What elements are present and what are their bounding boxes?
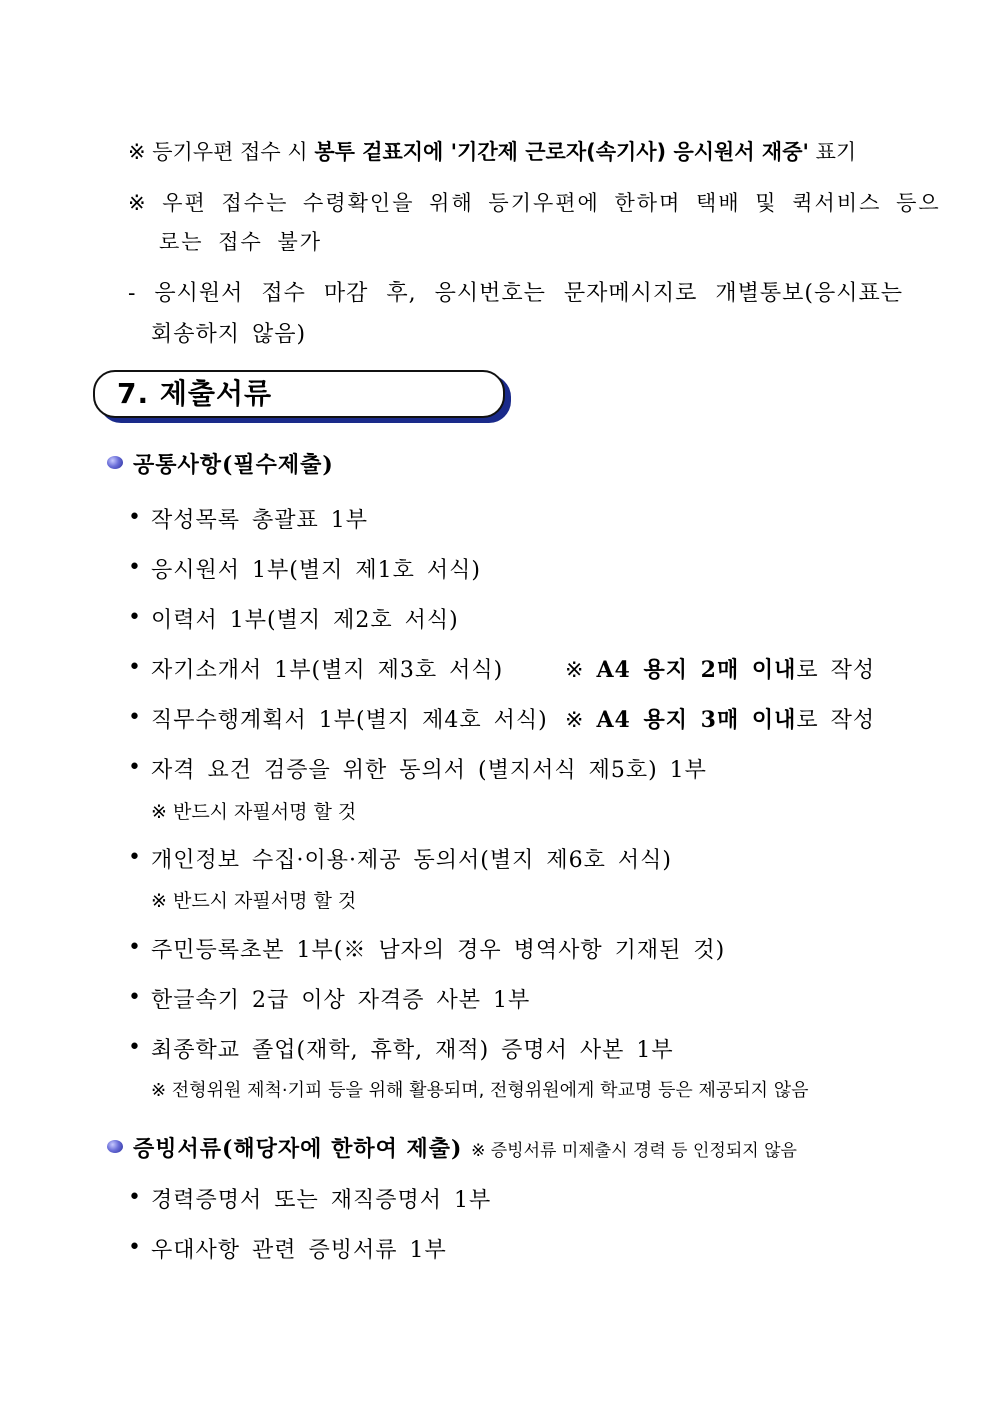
- list-item: 응시원서 1부(별지 제1호 서식): [151, 558, 481, 583]
- list-item: 개인정보 수집·이용·제공 동의서(별지 제6호 서식): [151, 848, 672, 873]
- note-text: ※: [565, 658, 597, 683]
- list-item-subnote: ※ 전형위원 제척·기피 등을 위해 활용되며, 전형위원에게 학교명 등은 제공되지 않음: [151, 1080, 809, 1101]
- section-title-text: 증빙서류(해당자에 한하여 제출): [133, 1136, 463, 1162]
- bullet-icon: •: [128, 985, 141, 1010]
- note-bold-text: A4 용지 3매 이내: [596, 707, 797, 733]
- bullet-icon: •: [128, 1185, 141, 1210]
- bullet-icon: •: [128, 505, 141, 530]
- section-bullet-icon: [107, 456, 123, 469]
- note-text: ※: [565, 708, 597, 733]
- note-bold-text: 봉투 겉표지에 '기간제 근로자(속기사) 응시원서 재중': [314, 140, 809, 164]
- list-item: 경력증명서 또는 재직증명서 1부: [151, 1188, 492, 1213]
- list-item-subnote: ※ 반드시 자필서명 할 것: [151, 890, 357, 912]
- bullet-icon: •: [128, 605, 141, 630]
- list-item: 작성목록 총괄표 1부: [151, 508, 368, 533]
- note-text: 로 작성: [796, 658, 876, 683]
- note-text: ※ 등기우편 접수 시: [128, 140, 315, 164]
- bullet-icon: •: [128, 1235, 141, 1260]
- note-bold-text: A4 용지 2매 이내: [596, 657, 797, 683]
- list-item: 자기소개서 1부(별지 제3호 서식): [151, 658, 504, 683]
- list-item: 자격 요건 검증을 위한 동의서 (별지서식 제5호) 1부: [151, 758, 707, 783]
- list-item: 최종학교 졸업(재학, 휴학, 재적) 증명서 사본 1부: [151, 1038, 674, 1063]
- bullet-icon: •: [128, 755, 141, 780]
- page-limit-note: [565, 653, 875, 684]
- list-item: 주민등록초본 1부(※ 남자의 경우 병역사항 기재된 것): [151, 938, 726, 963]
- section-note: ※ 증빙서류 미제출시 경력 등 인정되지 않음: [471, 1141, 797, 1161]
- exam-number-note-line1: - 응시원서 접수 마감 후, 응시번호는 문자메시지로 개별통보(응시표는: [128, 281, 904, 306]
- evidence-section-title: [133, 1132, 797, 1163]
- bullet-icon: •: [128, 1035, 141, 1060]
- section-bullet-icon: [107, 1140, 123, 1153]
- list-item: 직무수행계획서 1부(별지 제4호 서식): [151, 708, 548, 733]
- exam-number-note-line2: 회송하지 않음): [151, 322, 307, 347]
- page-limit-note: [565, 703, 875, 734]
- registered-mail-note: [128, 136, 856, 166]
- bullet-icon: •: [128, 845, 141, 870]
- list-item-subnote: ※ 반드시 자필서명 할 것: [151, 801, 357, 823]
- note-text: 표기: [808, 140, 857, 164]
- section-heading: 7. 제출서류: [117, 377, 273, 410]
- bullet-icon: •: [128, 655, 141, 680]
- postal-note-line2: 로는 접수 불가: [159, 230, 323, 254]
- bullet-icon: •: [128, 935, 141, 960]
- bullet-icon: •: [128, 555, 141, 580]
- list-item: 한글속기 2급 이상 자격증 사본 1부: [151, 988, 531, 1013]
- list-item: 우대사항 관련 증빙서류 1부: [151, 1238, 447, 1263]
- common-section-title: 공통사항(필수제출): [133, 452, 334, 478]
- bullet-icon: •: [128, 705, 141, 730]
- postal-note-line1: ※ 우편 접수는 수령확인을 위해 등기우편에 한하며 택배 및 퀵서비스 등으: [128, 191, 941, 215]
- list-item: 이력서 1부(별지 제2호 서식): [151, 608, 459, 633]
- note-text: 로 작성: [796, 708, 876, 733]
